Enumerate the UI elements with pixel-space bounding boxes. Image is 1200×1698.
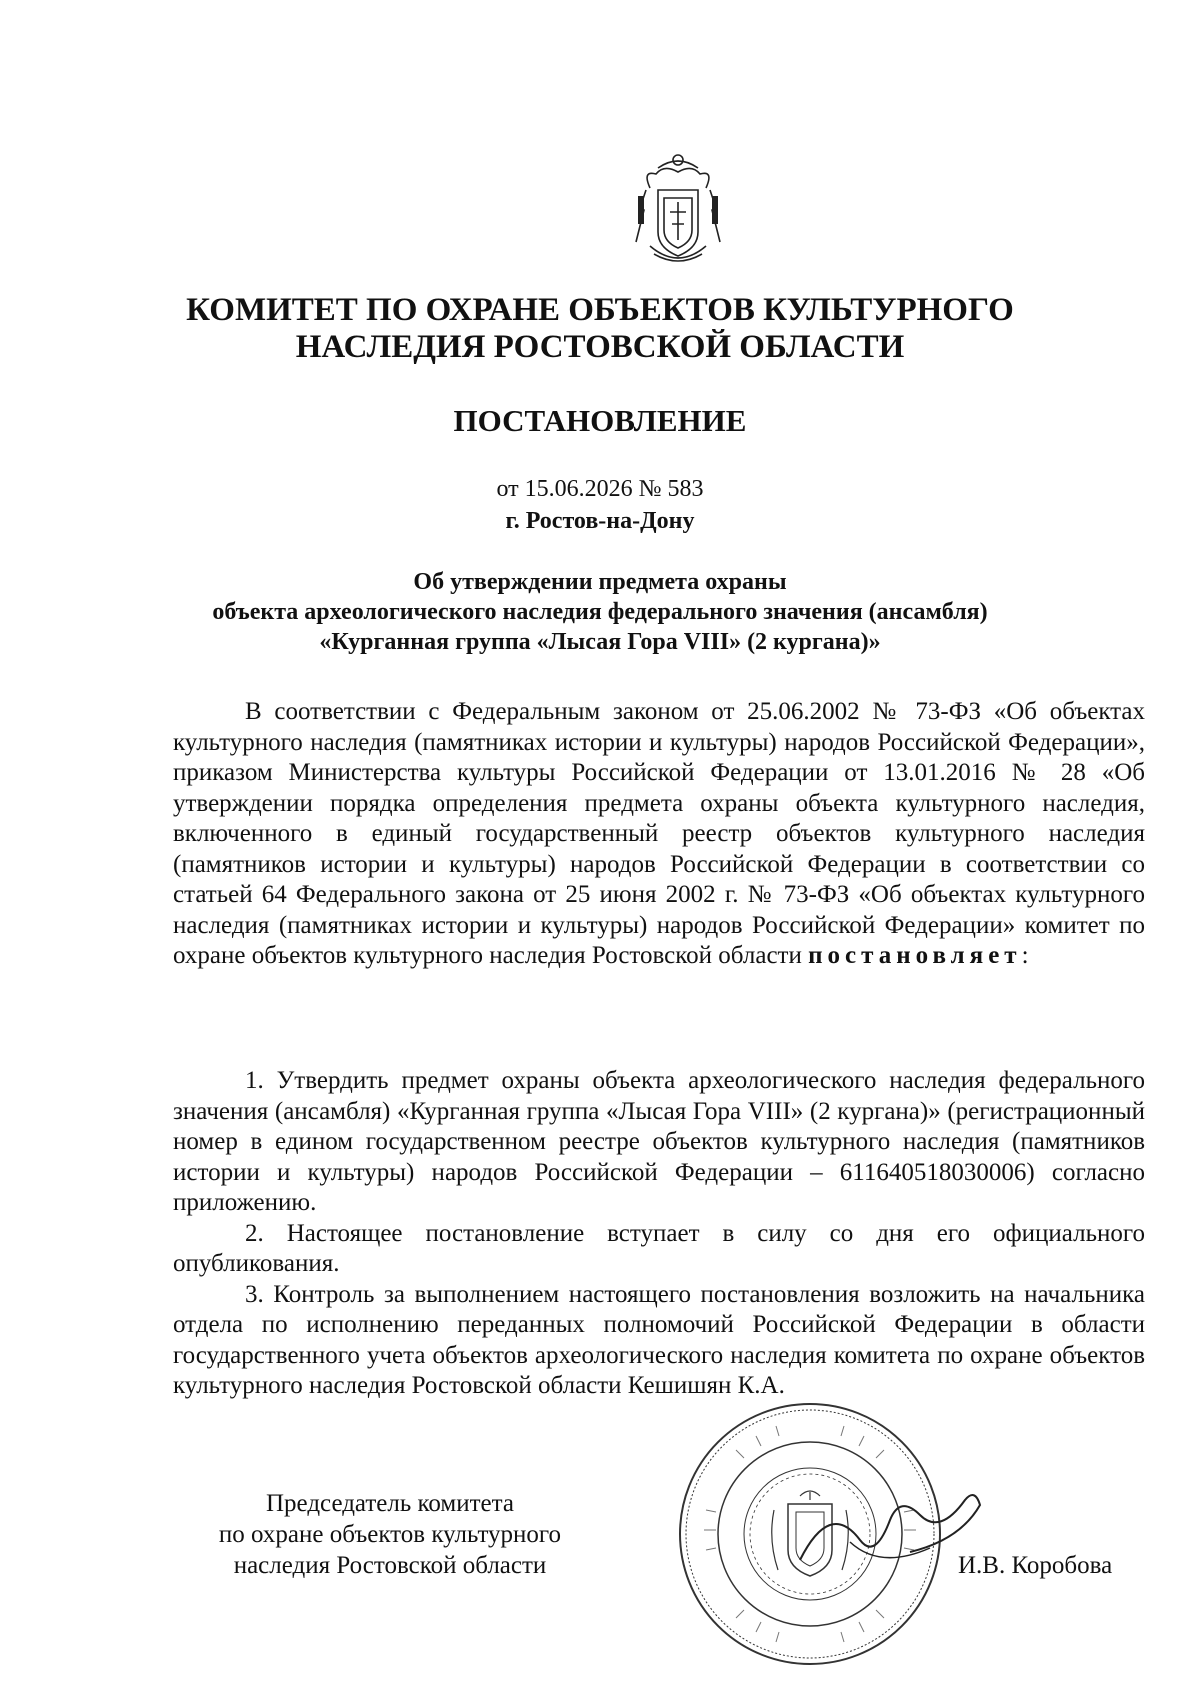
resolution-item-3: 3. Контроль за выполнением настоящего постановления возложить на начальника отдела по исполнению переданных полномочий Российской Федерации в области государственного учета объектов археологического наследия комитета по охране объектов культурного наследия Ростовской области Кешишян К.А.	[173, 1280, 1145, 1399]
subject-line-3: «Курганная группа «Лысая Гора VIII» (2 кургана)»	[319, 629, 881, 655]
subject-line-1: Об утверждении предмета охраны	[413, 569, 787, 595]
signer-position-line-3: наследия Ростовской области	[233, 1552, 547, 1579]
organization-line-2: НАСЛЕДИЯ РОСТОВСКОЙ ОБЛАСТИ	[295, 329, 905, 365]
resolution-items	[173, 1066, 1145, 1402]
signer-position-line-1: Председатель комитета	[266, 1490, 514, 1517]
decree-word: постановляет	[808, 942, 1022, 969]
document-city: г. Ростов-на-Дону	[505, 508, 695, 534]
document-subject	[130, 567, 1070, 657]
document-type: ПОСТАНОВЛЕНИЕ	[453, 403, 747, 438]
organization-line-1: КОМИТЕТ ПО ОХРАНЕ ОБЪЕКТОВ КУЛЬТУРНОГО	[186, 292, 1014, 328]
subject-line-2: объекта археологического наследия федерального значения (ансамбля)	[212, 599, 988, 625]
resolution-item-1: 1. Утвердить предмет охраны объекта археологического наследия федерального значения (ансамбля) «Курганная группа «Лысая Гора VIII» (2 кургана)» (регистрационный номер в едином государственном реестре объектов культурного наследия (памятников истории и культуры) народов Российской Федерации – 611640518030006) согласно приложению.	[173, 1067, 1145, 1216]
resolution-item-2: 2. Настоящее постановление вступает в силу со дня его официального опубликования.	[173, 1219, 1145, 1277]
document-date-number: от 15.06.2026 № 583	[496, 476, 704, 502]
coat-of-arms-icon	[628, 150, 728, 270]
signer-position-line-2: по охране объектов культурного	[218, 1521, 562, 1548]
signer-name: И.В. Коробова	[958, 1552, 1113, 1579]
organization-name	[130, 292, 1070, 366]
decree-colon: :	[1021, 942, 1029, 969]
preamble	[173, 697, 1145, 972]
preamble-text: В соответствии с Федеральным законом от 25.06.2002 № 73-ФЗ «Об объектах культурного наследия (памятниках истории и культуры) народов Российской Федерации», приказом Министерства культуры Российской Федерации от 13.01.2016 № 28 «Об утверждении порядка определения предмета охраны объекта культурного наследия, включенного в единый государственный реестр объектов культурного наследия (памятников истории и культуры) народов Российской Федерации в соответствии со статьей 64 Федерального закона от 25 июня 2002 г. № 73-ФЗ «Об объектах культурного наследия (памятниках истории и культуры) народов Российской Федерации» комитет по охране объектов культурного наследия Ростовской области	[173, 698, 1145, 969]
signer-position	[180, 1488, 600, 1581]
